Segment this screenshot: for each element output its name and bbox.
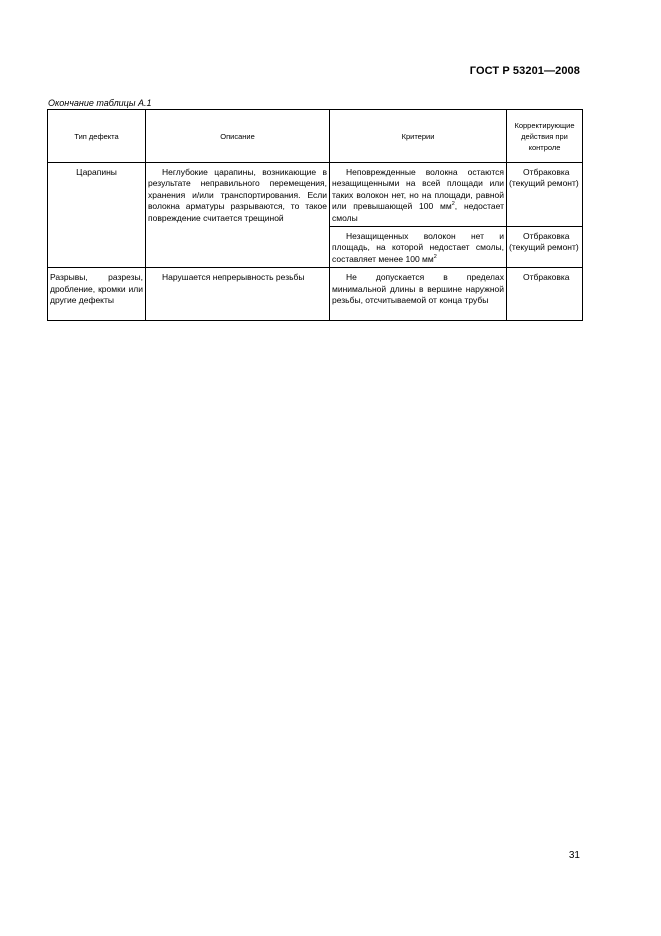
criteria-text-tail: , недостает смолы <box>332 201 504 223</box>
cell-criteria <box>330 163 507 227</box>
table-header-row <box>48 110 583 163</box>
table-caption: Окончание таблицы А.1 <box>48 98 152 108</box>
table-row <box>48 163 583 227</box>
cell-action: Отбраковка (текущий ремонт) <box>507 227 583 268</box>
header-criteria: Критерии <box>330 110 507 163</box>
cell-description: Нарушается непрерывность резьбы <box>146 268 330 321</box>
cell-criteria: Не допускается в пределах минимальной длины в вершине наружной резьбы, отсчитываемой от конца трубы <box>330 268 507 321</box>
criteria-superscript: 2 <box>433 254 437 261</box>
document-code: ГОСТ Р 53201—2008 <box>469 65 580 77</box>
criteria-text: Неповрежденные волокна остаются незащищенными на всей площади или таких волокон нет, но на площади, равной или превышающей 100 мм <box>332 167 504 212</box>
header-description: Описание <box>146 110 330 163</box>
page-number: 31 <box>568 850 580 861</box>
cell-defect-type: Царапины <box>48 163 146 268</box>
criteria-superscript: 2 <box>451 201 455 208</box>
cell-action: Отбраковка <box>507 268 583 321</box>
criteria-text: Незащищенных волокон нет и площадь, на которой недостает смолы, составляет менее 100 мм <box>332 231 504 264</box>
cell-defect-type: Разрывы, разрезы, дробление, кромки или другие дефекты <box>48 268 146 321</box>
cell-action: Отбраковка (текущий ремонт) <box>507 163 583 227</box>
defects-table <box>47 109 583 321</box>
cell-description: Неглубокие царапины, возникающие в результате неправильного перемещения, хранения и/или транспортирования. Если волокна арматуры разрываются, то такое повреждение считается трещиной <box>146 163 330 268</box>
header-defect-type: Тип дефекта <box>48 110 146 163</box>
table-row <box>48 268 583 321</box>
cell-criteria <box>330 227 507 268</box>
header-corrective-actions: Корректирующие действия при контроле <box>507 110 583 163</box>
